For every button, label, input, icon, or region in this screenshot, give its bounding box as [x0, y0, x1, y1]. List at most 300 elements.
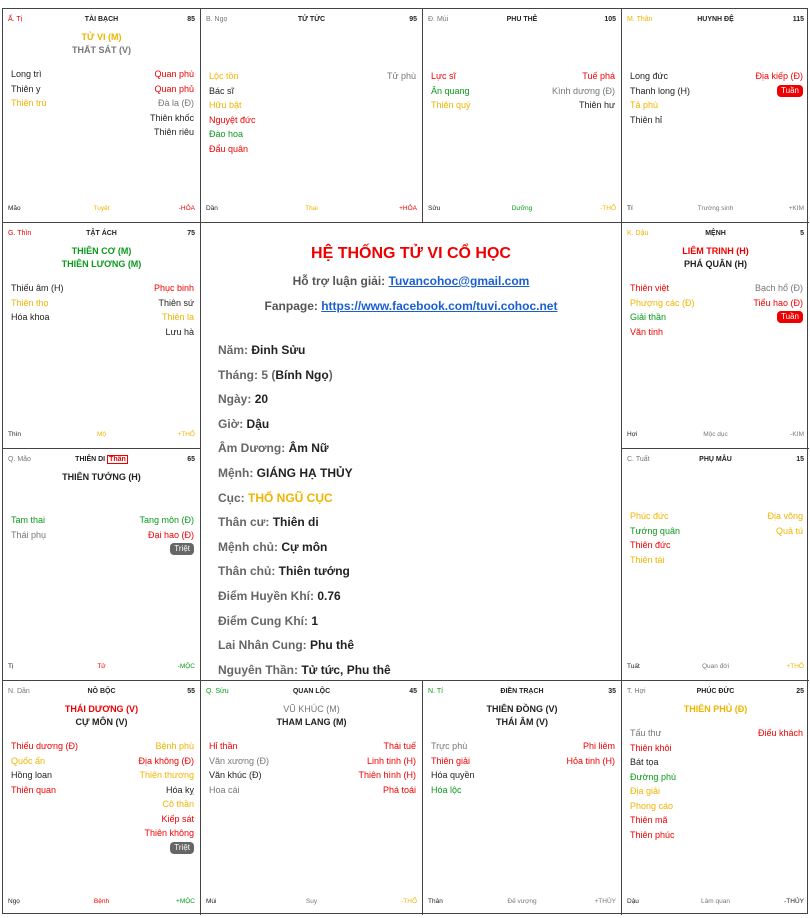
palace-can-chi: B. Ngọ: [206, 16, 228, 23]
star-item: Bát tọa: [630, 757, 659, 767]
footer-element: -THỦY: [784, 898, 804, 905]
stars-left: [431, 739, 475, 797]
badge-tuần: Tuần: [777, 311, 803, 323]
info-row: [218, 614, 391, 639]
palace-can-chi: Đ. Mùi: [428, 16, 449, 23]
star-item: Hỏa tinh (H): [566, 755, 615, 766]
palace-title: [8, 456, 195, 463]
star-item: Thiên khốc: [149, 112, 194, 123]
star-item: Tiểu hao (Đ): [753, 297, 803, 308]
info-row: [218, 392, 391, 417]
star-item: Phá toái: [382, 784, 416, 795]
footer-element: -HỎA: [178, 205, 195, 212]
palace-header: [627, 230, 804, 242]
star-item: Hóa khoa: [11, 312, 50, 322]
footer-phase: Trường sinh: [697, 205, 734, 212]
footer-phase: Tử: [97, 663, 106, 670]
palace-tuat: [622, 449, 809, 681]
star-item: Tả phù: [630, 100, 659, 110]
star-item: Tấu thư: [630, 728, 662, 738]
info-label: Tháng:: [218, 367, 258, 382]
stars-left: [11, 739, 78, 854]
palace-footer: [627, 205, 804, 216]
star-item: Trực phù: [431, 741, 468, 751]
palace-header: [8, 16, 195, 28]
minor-stars: [431, 69, 615, 113]
footer-branch: Ngọ: [8, 898, 20, 905]
palace-thin: [3, 223, 201, 449]
footer-element: -KIM: [790, 431, 804, 438]
info-value: Đinh Sửu: [251, 343, 306, 357]
star-item: Thiên quan: [11, 784, 57, 795]
main-star: THÁI ÂM (V): [496, 717, 548, 727]
info-value: 0.76: [317, 588, 341, 603]
info-label: Điểm Huyền Khí:: [218, 588, 315, 603]
footer-element: -THỔ: [401, 898, 417, 905]
info-label: Ngày:: [218, 392, 252, 407]
star-item: Thiên sứ: [158, 297, 194, 308]
palace-header: [627, 688, 804, 700]
palace-footer: [206, 205, 417, 216]
support-line: [201, 274, 621, 288]
info-row: [218, 441, 391, 466]
info-label: Cục:: [218, 490, 245, 505]
star-item: Quan phù: [154, 69, 194, 79]
main-stars: [622, 703, 809, 716]
stars-left: [630, 281, 694, 339]
stars-left: [11, 281, 64, 339]
palace-header: [627, 16, 804, 28]
palace-can-chi: K. Dậu: [627, 230, 649, 237]
palace-name: HUYNH ĐỆ: [697, 16, 734, 23]
main-stars: [201, 703, 422, 729]
star-item: Bệnh phù: [155, 741, 194, 751]
star-item: Hóa quyền: [431, 770, 475, 780]
star-item: Thiên quý: [431, 100, 471, 110]
palace-header: [8, 688, 195, 700]
info-row: [218, 368, 391, 393]
star-item: Thiên hư: [578, 100, 615, 110]
palace-footer: [428, 205, 616, 216]
star-item: Tam thai: [11, 515, 46, 525]
support-label: Hỗ trợ luận giải:: [292, 274, 386, 288]
minor-stars: [209, 69, 416, 156]
palace-name: ĐIỀN TRẠCH: [500, 688, 544, 695]
center-info-panel: [201, 223, 622, 681]
star-item: Thiên riêu: [153, 127, 194, 137]
tu-vi-chart-grid: [2, 8, 808, 914]
info-value: THỔ NGŨ CỤC: [248, 490, 333, 505]
star-item: Đào hoa: [209, 129, 244, 139]
star-item: Thiên trù: [11, 98, 47, 108]
footer-element: -THỔ: [600, 205, 616, 212]
stars-left: [209, 739, 269, 797]
star-item: Thiếu âm (H): [11, 283, 64, 293]
minor-stars: [11, 739, 194, 854]
main-star: CỰ MÔN (V): [75, 717, 128, 727]
main-star: THIÊN LƯƠNG (M): [61, 259, 142, 269]
footer-branch: Hợi: [627, 431, 638, 438]
footer-phase: Đế vượng: [507, 898, 537, 905]
footer-branch: Thìn: [8, 431, 22, 438]
palace-age-number: 65: [187, 456, 195, 463]
minor-stars: [630, 281, 803, 339]
palace-footer: [627, 663, 804, 674]
minor-stars: [630, 726, 803, 842]
star-item: Lưu hà: [165, 326, 194, 337]
info-row: [218, 343, 391, 368]
info-label: Lai Nhân Cung:: [218, 638, 307, 653]
star-item: Thiên la: [161, 312, 194, 322]
star-item: Thiên giải: [431, 755, 471, 766]
badge-triệt: Triệt: [170, 842, 194, 854]
main-star: THÁI DƯƠNG (V): [64, 704, 139, 714]
main-star: THẤT SÁT (V): [72, 45, 131, 55]
footer-phase: Thai: [305, 205, 318, 212]
palace-age-number: 85: [187, 16, 195, 23]
star-item: Phúc đức: [630, 511, 669, 521]
star-item: Ân quang: [431, 85, 470, 96]
palace-age-number: 25: [796, 688, 804, 695]
star-item: Giải thần: [630, 312, 667, 322]
stars-left: [11, 513, 46, 555]
palace-title: [627, 16, 804, 23]
info-label: Điểm Cung Khí:: [218, 613, 308, 628]
star-item: Địa kiếp (Đ): [755, 71, 803, 81]
info-value: Tử tức, Phu thê: [301, 662, 391, 677]
star-item: Văn tinh: [630, 326, 664, 337]
palace-suu: [201, 681, 423, 915]
badge-triệt: Triệt: [170, 543, 194, 555]
system-title: HỆ THỐNG TỬ VI CỔ HỌC: [311, 245, 511, 262]
palace-dan: [3, 681, 201, 915]
main-stars: [3, 703, 200, 729]
palace-age-number: 75: [187, 230, 195, 237]
palace-ti: [423, 681, 622, 915]
palace-footer: [428, 898, 616, 909]
footer-phase: Bệnh: [93, 898, 110, 905]
palace-name: TẬT ÁCH: [86, 230, 117, 237]
info-label: Âm Dương:: [218, 441, 286, 456]
palace-name: TỬ TỨC: [297, 16, 326, 23]
star-item: Địa giải: [630, 786, 661, 796]
palace-title: [428, 688, 616, 695]
star-item: Hữu bật: [209, 100, 242, 110]
palace-can-chi: Q. Sửu: [206, 688, 229, 695]
star-item: Thiên không: [144, 828, 194, 838]
palace-ngo: [201, 9, 423, 223]
footer-branch: Thân: [428, 898, 443, 905]
star-item: Long trì: [11, 69, 42, 79]
star-item: Thiên tài: [630, 554, 665, 565]
info-value: Thiên tướng: [278, 564, 350, 579]
main-stars: [3, 245, 200, 271]
footer-element: +KIM: [788, 205, 804, 212]
palace-can-chi: C. Tuất: [627, 456, 650, 463]
star-item: Thiên y: [11, 83, 41, 94]
star-item: Phong cáo: [630, 800, 674, 811]
stars-left: [630, 69, 690, 127]
palace-header: [428, 16, 616, 28]
footer-branch: Mão: [8, 205, 21, 212]
star-item: Tang môn (Đ): [139, 515, 194, 525]
stars-right: [387, 69, 416, 156]
main-star: PHÁ QUÂN (H): [684, 259, 747, 269]
star-item: Lộc tồn: [209, 71, 239, 81]
star-item: Hỉ thần: [209, 741, 238, 751]
stars-left: [630, 726, 676, 842]
star-item: Văn xương (Đ): [209, 755, 269, 766]
info-row: [218, 540, 391, 565]
palace-header: [206, 688, 417, 700]
star-item: Long đức: [630, 71, 669, 81]
palace-name: PHỤ MẪU: [699, 456, 732, 463]
than-marker: Thân: [109, 456, 126, 463]
main-star: THIÊN TƯỚNG (H): [62, 472, 141, 482]
info-value-strong: Bính Ngọ: [275, 367, 329, 382]
star-item: Kình dương (Đ): [552, 85, 615, 96]
star-item: Đà la (Đ): [157, 98, 194, 108]
support-email-link[interactable]: Tuvancohoc@gmail.com: [388, 274, 530, 288]
star-item: Quả tú: [775, 525, 803, 536]
info-label: Năm:: [218, 343, 249, 357]
star-item: Thiên thương: [139, 770, 194, 780]
info-value: Thiên di: [272, 515, 319, 530]
palace-title: [627, 456, 804, 463]
stars-right: [566, 739, 615, 797]
star-item: Thiên hình (H): [358, 770, 416, 780]
footer-phase: Lâm quan: [701, 898, 730, 905]
palace-age-number: 45: [409, 688, 417, 695]
main-star: THAM LANG (M): [276, 717, 347, 727]
palace-can-chi: N. Dần: [8, 688, 30, 695]
footer-element: -MỘC: [177, 663, 195, 670]
main-star: LIÊM TRINH (H): [682, 246, 749, 256]
main-star: TỬ VI (M): [81, 32, 122, 42]
palace-name: MỆNH: [705, 230, 726, 237]
palace-can-chi: M. Thân: [627, 16, 653, 23]
palace-footer: [206, 898, 417, 909]
star-item: Đẩu quân: [209, 143, 249, 154]
footer-phase: Tuyệt: [93, 205, 110, 212]
palace-age-number: 105: [604, 16, 616, 23]
palace-footer: [8, 431, 195, 442]
fanpage-line: [201, 299, 621, 313]
info-value: Cự môn: [281, 539, 328, 554]
minor-stars: [209, 739, 416, 797]
main-star: VŨ KHÚC (M): [283, 704, 340, 714]
palace-mao: [3, 449, 201, 681]
star-item: Văn khúc (Đ): [209, 770, 262, 780]
palace-can-chi: Q. Mão: [8, 456, 31, 463]
star-item: Hóa lộc: [431, 784, 462, 795]
info-value: Dậu: [246, 416, 270, 431]
palace-footer: [8, 898, 195, 909]
minor-stars: [630, 69, 803, 127]
star-item: Bạch hổ (Đ): [754, 283, 803, 293]
info-value: 1: [311, 613, 319, 628]
info-value-close: ): [328, 367, 333, 382]
palace-age-number: 15: [796, 456, 804, 463]
stars-left: [431, 69, 471, 113]
info-row: [218, 466, 391, 491]
footer-element: +THỔ: [786, 663, 804, 670]
palace-age-number: 95: [409, 16, 417, 23]
star-item: Thanh long (H): [630, 85, 691, 96]
star-item: Thiên mã: [630, 815, 668, 825]
footer-branch: Tị: [8, 663, 14, 670]
stars-right: [154, 281, 194, 339]
palace-mui: [423, 9, 622, 223]
palace-header: [8, 456, 195, 468]
star-item: Phi liêm: [582, 741, 615, 751]
fanpage-link[interactable]: https://www.facebook.com/tuvi.cohoc.net: [321, 299, 558, 313]
main-stars: [423, 703, 621, 729]
star-item: Hóa kỵ: [165, 784, 194, 795]
palace-footer: [8, 663, 195, 674]
palace-can-chi: Ấ. Tị: [8, 16, 23, 23]
minor-stars: [630, 509, 803, 567]
palace-footer: [8, 205, 195, 216]
palace-age-number: 5: [800, 230, 804, 237]
palace-title: [8, 688, 195, 695]
minor-stars: [11, 513, 194, 555]
stars-right: [138, 739, 194, 854]
main-star: THIÊN CƠ (M): [71, 246, 132, 256]
info-label: Thân cư:: [218, 515, 270, 530]
badge-tuần: Tuần: [777, 85, 803, 97]
footer-element: +THỔ: [177, 431, 195, 438]
star-item: Thái phụ: [11, 529, 47, 540]
palace-name: PHU THÊ: [506, 16, 538, 23]
star-item: Nguyệt đức: [209, 114, 256, 125]
star-item: Điếu khách: [757, 728, 803, 738]
stars-right: [755, 69, 803, 127]
star-item: Kiếp sát: [161, 813, 194, 824]
palace-footer: [627, 898, 804, 909]
palace-age-number: 115: [792, 16, 804, 23]
palace-can-chi: N. Tí: [428, 688, 444, 695]
palace-ty: [3, 9, 201, 223]
footer-branch: Mùi: [206, 898, 217, 905]
stars-right: [767, 509, 803, 567]
stars-left: [209, 69, 256, 156]
stars-right: [358, 739, 416, 797]
palace-title: [428, 16, 616, 23]
stars-right: [552, 69, 615, 113]
palace-name: NÔ BỘC: [87, 688, 116, 695]
star-item: Thiên thọ: [11, 297, 49, 308]
palace-title: [206, 16, 417, 23]
info-value: Âm Nữ: [288, 441, 329, 456]
star-item: Hoa cái: [209, 784, 240, 795]
palace-name: QUAN LỘC: [292, 688, 331, 695]
palace-header: [206, 16, 417, 28]
star-item: Lực sĩ: [431, 71, 457, 81]
info-label: Giờ:: [218, 416, 244, 431]
info-label: Mệnh chủ:: [218, 539, 278, 554]
info-value: GIÁNG HẠ THỦY: [256, 465, 353, 480]
chart-info-list: [218, 343, 391, 687]
star-item: Hồng loan: [11, 770, 53, 780]
star-item: Thái tuế: [383, 741, 416, 751]
star-item: Thiên đức: [630, 540, 671, 550]
palace-age-number: 55: [187, 688, 195, 695]
info-row: [218, 491, 391, 516]
star-item: Thiên việt: [630, 283, 670, 293]
stars-left: [11, 67, 47, 140]
star-item: Đường phù: [630, 771, 676, 782]
palace-title: [8, 230, 195, 237]
star-item: Đại hao (Đ): [147, 529, 194, 540]
palace-age-number: 35: [608, 688, 616, 695]
palace-header: [8, 230, 195, 242]
palace-title: [8, 16, 195, 23]
fanpage-label: Fanpage:: [264, 299, 318, 313]
star-item: Phượng các (Đ): [630, 297, 695, 308]
star-item: Thiên hỉ: [630, 114, 663, 125]
star-item: Bác sĩ: [209, 85, 235, 96]
footer-phase: Suy: [305, 898, 318, 905]
star-item: Tuế phá: [582, 71, 615, 81]
star-item: Tử phù: [386, 71, 416, 81]
footer-element: +MỘC: [176, 898, 195, 905]
palace-than: [622, 9, 809, 223]
stars-right: [758, 726, 803, 842]
stars-left: [630, 509, 680, 567]
main-star: THIÊN ĐỒNG (V): [486, 704, 558, 714]
footer-branch: Tí: [627, 205, 633, 212]
footer-element: +HỎA: [399, 205, 417, 212]
palace-dau: [622, 223, 809, 449]
minor-stars: [11, 67, 194, 140]
info-row: [218, 515, 391, 540]
star-item: Quan phủ: [154, 83, 194, 94]
info-row: [218, 589, 391, 614]
main-stars: [3, 31, 200, 57]
star-item: Cô thần: [162, 799, 194, 809]
star-item: Thiếu dương (Đ): [11, 741, 78, 751]
info-row: [218, 564, 391, 589]
main-star: THIÊN PHỦ (Đ): [683, 704, 748, 714]
info-label: Thân chủ:: [218, 564, 276, 579]
palace-footer: [627, 431, 804, 442]
palace-title: [627, 230, 804, 237]
footer-element: +THỦY: [594, 898, 616, 905]
footer-phase: Mộc dục: [703, 431, 728, 438]
main-stars: [3, 471, 200, 484]
footer-phase: Mộ: [96, 431, 107, 438]
palace-name: THIÊN DI: [75, 456, 106, 463]
info-row: [218, 638, 391, 663]
info-label: Mệnh:: [218, 465, 254, 480]
minor-stars: [431, 739, 615, 797]
info-value: Phu thê: [310, 638, 355, 653]
info-row: [218, 417, 391, 442]
star-item: Địa võng: [767, 511, 803, 521]
stars-right: [139, 513, 194, 555]
footer-branch: Sửu: [428, 205, 441, 212]
info-value: 5 (: [261, 367, 276, 382]
star-item: Thiên khôi: [630, 742, 672, 753]
star-item: Địa không (Đ): [138, 755, 194, 766]
palace-can-chi: G. Thìn: [8, 230, 32, 237]
palace-header: [428, 688, 616, 700]
footer-branch: Dậu: [627, 898, 639, 905]
minor-stars: [11, 281, 194, 339]
palace-can-chi: T. Hợi: [627, 688, 646, 695]
footer-phase: Dưỡng: [511, 205, 533, 212]
